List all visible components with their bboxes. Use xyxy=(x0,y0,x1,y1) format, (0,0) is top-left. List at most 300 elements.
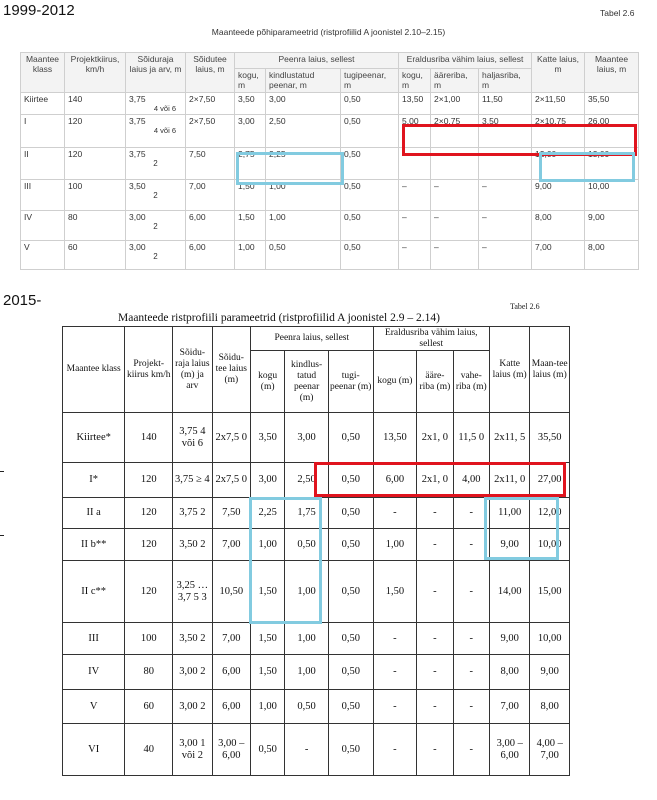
cell-kiirus-value: 100 xyxy=(68,181,83,191)
cell-soidutee xyxy=(186,180,235,211)
cell-klass-value: V xyxy=(24,242,30,252)
header-eraldus: Eraldusriba vähim laius, sellest xyxy=(399,53,532,69)
cell-soiduraja: 3,50 2 xyxy=(173,529,212,561)
cell-kiirus: 120 xyxy=(125,529,173,561)
cell-soiduraja-arv: 4 või 6 xyxy=(153,126,176,135)
cell-kindlustatud: - xyxy=(285,724,329,776)
cell-katte xyxy=(532,241,585,270)
cell-maantee-value: 10,00 xyxy=(588,181,610,191)
cell-tugipeenar xyxy=(341,115,399,148)
header2-vahe: vahe-riba (m) xyxy=(453,351,489,413)
cell-tugipeenar: 0,50 xyxy=(328,498,373,529)
cell-eraldus-kogu-value: 13,50 xyxy=(402,94,424,104)
cell-soidutee-value: 7,00 xyxy=(189,181,206,191)
cell-kiirus xyxy=(65,148,126,180)
cell-aareriba: - xyxy=(417,690,453,724)
cell-soidutee xyxy=(186,115,235,148)
cell-kindlustatud-value: 2,25 xyxy=(269,149,286,159)
cell-katte-value: 2×10,75 xyxy=(535,116,566,126)
cell-soiduraja-value: 3,00 xyxy=(129,212,146,222)
cell-kiirus: 120 xyxy=(125,498,173,529)
cell-kiirus xyxy=(65,211,126,241)
cell-eraldus-kogu-value: – xyxy=(402,149,407,159)
cell-katte: 14,00 xyxy=(489,561,530,623)
cell-eraldus-kogu: - xyxy=(373,498,417,529)
cell-tugipeenar xyxy=(341,93,399,115)
cell-peenra-kogu: 1,50 xyxy=(251,561,285,623)
cell-kiirus: 140 xyxy=(125,413,173,463)
header2-kindlustatud: kindlus-tatud peenar (m) xyxy=(285,351,329,413)
cell-klass: II c** xyxy=(63,561,125,623)
cell-eraldus-kogu xyxy=(399,93,431,115)
cell-kiirus: 100 xyxy=(125,623,173,655)
cell-maantee: 8,00 xyxy=(530,690,570,724)
cell-soiduraja xyxy=(126,211,186,241)
cell-peenra-kogu: 1,00 xyxy=(251,690,285,724)
table-row xyxy=(63,655,570,690)
cell-katte-value: 12,00 xyxy=(535,149,557,159)
cell-tugipeenar: 0,50 xyxy=(328,623,373,655)
table-row xyxy=(63,463,570,498)
header-aare: ääreriba, m xyxy=(431,69,479,93)
cell-peenra-kogu xyxy=(235,93,266,115)
cell-haljasriba xyxy=(479,241,532,270)
cell-soiduraja-arv: 4 või 6 xyxy=(153,104,176,113)
header-katte: Katte laius, m xyxy=(532,53,585,93)
header-soiduraja: Sõiduraja laius ja arv, m xyxy=(126,53,186,93)
cell-haljasriba-value: – xyxy=(482,181,487,191)
cell-katte xyxy=(532,180,585,211)
cell-vaheriba: - xyxy=(453,561,489,623)
cell-eraldus-kogu-value: – xyxy=(402,181,407,191)
cell-aareriba-value: – xyxy=(434,181,439,191)
cell-klass xyxy=(21,241,65,270)
cell-soiduraja xyxy=(126,93,186,115)
cell-haljasriba xyxy=(479,115,532,148)
header2-kiirus: Projekt-kiirus km/h xyxy=(125,327,173,413)
cell-aareriba xyxy=(431,211,479,241)
cell-aareriba xyxy=(431,180,479,211)
cell-vaheriba: - xyxy=(453,655,489,690)
cell-kindlustatud-value: 2,50 xyxy=(269,116,286,126)
header2-peenra: Peenra laius, sellest xyxy=(251,327,374,351)
cell-kindlustatud: 0,50 xyxy=(285,529,329,561)
table-row xyxy=(63,690,570,724)
cell-soidutee-value: 6,00 xyxy=(189,212,206,222)
cell-peenra-kogu xyxy=(235,241,266,270)
cell-klass: V xyxy=(63,690,125,724)
cell-klass xyxy=(21,180,65,211)
cell-soidutee: 6,00 xyxy=(212,655,250,690)
cell-aareriba xyxy=(431,148,479,180)
cell-kindlustatud: 3,00 xyxy=(285,413,329,463)
cell-klass-value: II xyxy=(24,149,29,159)
header2-ekogu: kogu (m) xyxy=(373,351,417,413)
header-kogu: kogu, m xyxy=(235,69,266,93)
cell-kiirus-value: 120 xyxy=(68,116,83,126)
header2-soidutee: Sõidu-tee laius (m) xyxy=(212,327,250,413)
cell-klass-value: III xyxy=(24,181,32,191)
cell-aareriba: - xyxy=(417,529,453,561)
cell-kindlustatud xyxy=(266,115,341,148)
cell-tugipeenar: 0,50 xyxy=(328,463,373,498)
cell-eraldus-kogu: - xyxy=(373,724,417,776)
cell-peenra-kogu-value: 1,50 xyxy=(238,181,255,191)
cell-eraldus-kogu: 1,00 xyxy=(373,529,417,561)
cell-peenra-kogu xyxy=(235,211,266,241)
cell-aareriba: 2x1, 0 xyxy=(417,413,453,463)
cell-tugipeenar-value: 0,50 xyxy=(344,116,361,126)
table-row xyxy=(63,498,570,529)
cell-haljasriba xyxy=(479,148,532,180)
cell-kiirus-value: 140 xyxy=(68,94,83,104)
cell-klass xyxy=(21,93,65,115)
cell-aareriba: - xyxy=(417,623,453,655)
table-row xyxy=(63,413,570,463)
table-1999-2012 xyxy=(20,52,639,270)
cell-soiduraja xyxy=(126,241,186,270)
cell-aareriba: 2x1, 0 xyxy=(417,463,453,498)
cell-katte: 8,00 xyxy=(489,655,530,690)
cell-aareriba-value: – xyxy=(434,212,439,222)
table-row xyxy=(21,180,639,211)
section2-table-number: Tabel 2.6 xyxy=(510,302,540,311)
cell-haljasriba xyxy=(479,93,532,115)
table-row xyxy=(21,115,639,148)
cell-kindlustatud-value: 1,00 xyxy=(269,181,286,191)
header-kiirus: Projektkiirus, km/h xyxy=(65,53,126,93)
cell-soidutee: 7,00 xyxy=(212,529,250,561)
section1-heading: 1999-2012 xyxy=(3,2,75,19)
cell-soiduraja xyxy=(126,148,186,180)
section1-caption: Maanteede põhiparameetrid (ristprofiilid A joonistel 2.10–2.15) xyxy=(211,27,446,37)
cell-klass xyxy=(21,148,65,180)
cell-soidutee xyxy=(186,211,235,241)
cell-soiduraja xyxy=(126,180,186,211)
cell-aareriba: - xyxy=(417,561,453,623)
cell-eraldus-kogu: 1,50 xyxy=(373,561,417,623)
table-2015 xyxy=(62,326,570,776)
cell-kiirus-value: 80 xyxy=(68,212,78,222)
cell-kindlustatud-value: 3,00 xyxy=(269,94,286,104)
cell-tugipeenar: 0,50 xyxy=(328,724,373,776)
cell-aareriba-value: – xyxy=(434,149,439,159)
cell-maantee xyxy=(585,180,639,211)
cell-tugipeenar xyxy=(341,148,399,180)
cell-eraldus-kogu xyxy=(399,211,431,241)
cell-peenra-kogu-value: 3,50 xyxy=(238,94,255,104)
cell-soidutee: 2x7,5 0 xyxy=(212,413,250,463)
cell-katte xyxy=(532,115,585,148)
cell-tugipeenar xyxy=(341,211,399,241)
header2-kogu: kogu (m) xyxy=(251,351,285,413)
cell-soidutee xyxy=(186,93,235,115)
cell-kiirus xyxy=(65,93,126,115)
cell-klass: II b** xyxy=(63,529,125,561)
cell-tugipeenar-value: 0,50 xyxy=(344,149,361,159)
cell-kindlustatud xyxy=(266,211,341,241)
cell-klass: IV xyxy=(63,655,125,690)
cell-maantee: 10,00 xyxy=(530,623,570,655)
cell-kindlustatud xyxy=(266,148,341,180)
cell-soidutee: 7,00 xyxy=(212,623,250,655)
cell-soiduraja: 3,75 ≥ 4 xyxy=(173,463,212,498)
cell-soidutee: 2x7,5 0 xyxy=(212,463,250,498)
cell-soiduraja xyxy=(126,115,186,148)
cell-klass xyxy=(21,211,65,241)
header2-katte: Katte laius (m) xyxy=(489,327,530,413)
cell-maantee-value: 8,00 xyxy=(588,242,605,252)
cell-soiduraja-arv: 2 xyxy=(153,159,158,168)
cell-vaheriba: - xyxy=(453,623,489,655)
cell-soidutee-value: 2×7,50 xyxy=(189,94,216,104)
cell-maantee-value: 13,00 xyxy=(588,149,610,159)
cell-soiduraja-value: 3,75 xyxy=(129,94,146,104)
cell-haljasriba-value: – xyxy=(482,242,487,252)
cell-tugipeenar: 0,50 xyxy=(328,690,373,724)
table-row xyxy=(21,148,639,180)
cell-eraldus-kogu: 13,50 xyxy=(373,413,417,463)
cell-eraldus-kogu xyxy=(399,241,431,270)
cell-aareriba xyxy=(431,93,479,115)
cell-soiduraja: 3,00 2 xyxy=(173,655,212,690)
cell-tugipeenar-value: 0,50 xyxy=(344,212,361,222)
cell-soiduraja-value: 3,75 xyxy=(129,116,146,126)
cell-maantee: 27,00 xyxy=(530,463,570,498)
cell-soidutee xyxy=(186,148,235,180)
cell-kiirus: 120 xyxy=(125,561,173,623)
cell-peenra-kogu: 1,00 xyxy=(251,529,285,561)
table-row xyxy=(21,241,639,270)
cell-kiirus: 60 xyxy=(125,690,173,724)
cell-soiduraja-value: 3,75 xyxy=(129,149,146,159)
cell-maantee: 4,00 – 7,00 xyxy=(530,724,570,776)
cell-haljasriba-value: – xyxy=(482,149,487,159)
cell-haljasriba-value: 3,50 xyxy=(482,116,499,126)
cell-maantee xyxy=(585,211,639,241)
cell-kiirus: 120 xyxy=(125,463,173,498)
cell-klass-value: IV xyxy=(24,212,33,222)
cell-klass: Kiirtee* xyxy=(63,413,125,463)
cell-kindlustatud xyxy=(266,241,341,270)
cell-kiirus xyxy=(65,241,126,270)
section2-caption: Maanteede ristprofiili parameetrid (ristprofiilid A joonistel 2.9 – 2.14) xyxy=(118,312,440,324)
cell-klass-value: I xyxy=(24,116,27,126)
header2-tugi: tugi-peenar (m) xyxy=(328,351,373,413)
cell-soiduraja-value: 3,50 xyxy=(129,181,146,191)
header-soidutee: Sõidutee laius, m xyxy=(186,53,235,93)
cell-katte: 7,00 xyxy=(489,690,530,724)
cell-aareriba: - xyxy=(417,724,453,776)
cell-soidutee-value: 6,00 xyxy=(189,242,206,252)
header2-aare: ääre-riba (m) xyxy=(417,351,453,413)
cell-maantee-value: 35,50 xyxy=(588,94,610,104)
section1-table-number: Tabel 2.6 xyxy=(600,8,635,18)
header-haljas: haljasriba, m xyxy=(479,69,532,93)
cell-tugipeenar: 0,50 xyxy=(328,561,373,623)
cell-aareriba-value: 2×1,00 xyxy=(434,94,461,104)
side-mark xyxy=(0,527,4,536)
cell-eraldus-kogu: 6,00 xyxy=(373,463,417,498)
cell-kindlustatud: 1,00 xyxy=(285,561,329,623)
cell-klass: I* xyxy=(63,463,125,498)
cell-katte-value: 9,00 xyxy=(535,181,552,191)
header2-klass: Maantee klass xyxy=(63,327,125,413)
cell-soiduraja: 3,00 2 xyxy=(173,690,212,724)
cell-maantee xyxy=(585,241,639,270)
cell-aareriba: - xyxy=(417,498,453,529)
cell-katte xyxy=(532,148,585,180)
cell-kiirus: 40 xyxy=(125,724,173,776)
cell-eraldus-kogu: - xyxy=(373,690,417,724)
header-klass: Maantee klass xyxy=(21,53,65,93)
cell-aareriba xyxy=(431,115,479,148)
cell-vaheriba: - xyxy=(453,529,489,561)
header2-maantee: Maan-tee laius (m) xyxy=(530,327,570,413)
cell-peenra-kogu xyxy=(235,115,266,148)
cell-tugipeenar xyxy=(341,180,399,211)
cell-haljasriba-value: – xyxy=(482,212,487,222)
cell-vaheriba: 11,5 0 xyxy=(453,413,489,463)
cell-soidutee: 7,50 xyxy=(212,498,250,529)
cell-klass: III xyxy=(63,623,125,655)
table-row xyxy=(63,724,570,776)
cell-katte xyxy=(532,211,585,241)
cell-soiduraja-arv: 2 xyxy=(153,191,158,200)
cell-soidutee: 6,00 xyxy=(212,690,250,724)
cell-maantee xyxy=(585,93,639,115)
header-ekogu: kogu, m xyxy=(399,69,431,93)
cell-eraldus-kogu xyxy=(399,180,431,211)
header-peenra: Peenra laius, sellest xyxy=(235,53,399,69)
cell-peenra-kogu-value: 1,50 xyxy=(238,212,255,222)
cell-katte: 2x11, 0 xyxy=(489,463,530,498)
section2-heading: 2015- xyxy=(3,292,42,309)
cell-aareriba-value: 2×0,75 xyxy=(434,116,461,126)
cell-soidutee xyxy=(186,241,235,270)
side-mark xyxy=(0,463,4,472)
cell-kindlustatud xyxy=(266,93,341,115)
cell-maantee-value: 9,00 xyxy=(588,212,605,222)
cell-eraldus-kogu-value: – xyxy=(402,242,407,252)
cell-kindlustatud: 1,75 xyxy=(285,498,329,529)
cell-soiduraja-value: 3,00 xyxy=(129,242,146,252)
cell-peenra-kogu: 3,00 xyxy=(251,463,285,498)
cell-katte-value: 7,00 xyxy=(535,242,552,252)
cell-vaheriba: - xyxy=(453,724,489,776)
cell-peenra-kogu: 3,50 xyxy=(251,413,285,463)
cell-kindlustatud: 1,00 xyxy=(285,623,329,655)
cell-soiduraja: 3,50 2 xyxy=(173,623,212,655)
cell-peenra-kogu-value: 3,00 xyxy=(238,116,255,126)
cell-kiirus-value: 120 xyxy=(68,149,83,159)
cell-kindlustatud: 1,00 xyxy=(285,655,329,690)
cell-klass: VI xyxy=(63,724,125,776)
header2-soiduraja: Sõidu-raja laius (m) ja arv xyxy=(173,327,212,413)
table-row xyxy=(21,93,639,115)
cell-peenra-kogu: 1,50 xyxy=(251,655,285,690)
cell-eraldus-kogu xyxy=(399,148,431,180)
cell-haljasriba-value: 11,50 xyxy=(482,94,503,104)
cell-eraldus-kogu-value: – xyxy=(402,212,407,222)
cell-maantee: 15,00 xyxy=(530,561,570,623)
cell-kindlustatud-value: 1,00 xyxy=(269,212,286,222)
cell-kindlustatud-value: 0,50 xyxy=(269,242,286,252)
cell-maantee-value: 26,00 xyxy=(588,116,610,126)
cell-klass xyxy=(21,115,65,148)
cell-vaheriba: - xyxy=(453,498,489,529)
table-row xyxy=(63,529,570,561)
cell-maantee: 12,00 xyxy=(530,498,570,529)
cell-katte-value: 8,00 xyxy=(535,212,552,222)
cell-peenra-kogu-value: 1,00 xyxy=(238,242,255,252)
cell-peenra-kogu: 0,50 xyxy=(251,724,285,776)
cell-tugipeenar: 0,50 xyxy=(328,655,373,690)
cell-eraldus-kogu xyxy=(399,115,431,148)
cell-kindlustatud xyxy=(266,180,341,211)
cell-vaheriba: 4,00 xyxy=(453,463,489,498)
cell-soiduraja-arv: 2 xyxy=(153,252,158,261)
cell-kiirus: 80 xyxy=(125,655,173,690)
header2-eraldus: Eraldusriba vähim laius, sellest xyxy=(373,327,489,351)
cell-tugipeenar-value: 0,50 xyxy=(344,242,361,252)
cell-klass: II a xyxy=(63,498,125,529)
cell-soiduraja: 3,75 4 või 6 xyxy=(173,413,212,463)
cell-tugipeenar: 0,50 xyxy=(328,529,373,561)
cell-eraldus-kogu: - xyxy=(373,623,417,655)
cell-kindlustatud: 2,50 xyxy=(285,463,329,498)
cell-tugipeenar-value: 0,50 xyxy=(344,181,361,191)
cell-soiduraja: 3,00 1 või 2 xyxy=(173,724,212,776)
cell-kiirus xyxy=(65,180,126,211)
cell-katte-value: 2×11,50 xyxy=(535,94,566,104)
cell-klass-value: Kiirtee xyxy=(24,94,49,104)
table-row xyxy=(63,561,570,623)
cell-soidutee: 10,50 xyxy=(212,561,250,623)
cell-soidutee-value: 7,50 xyxy=(189,149,206,159)
cell-eraldus-kogu-value: 5,00 xyxy=(402,116,419,126)
footnote-clipped xyxy=(95,786,565,796)
cell-soidutee: 3,00 – 6,00 xyxy=(212,724,250,776)
cell-katte: 11,00 xyxy=(489,498,530,529)
cell-aareriba-value: – xyxy=(434,242,439,252)
cell-maantee xyxy=(585,115,639,148)
cell-maantee: 9,00 xyxy=(530,655,570,690)
cell-tugipeenar-value: 0,50 xyxy=(344,94,361,104)
cell-maantee: 35,50 xyxy=(530,413,570,463)
cell-aareriba xyxy=(431,241,479,270)
cell-maantee xyxy=(585,148,639,180)
cell-katte: 9,00 xyxy=(489,623,530,655)
cell-kindlustatud: 0,50 xyxy=(285,690,329,724)
cell-aareriba: - xyxy=(417,655,453,690)
cell-peenra-kogu xyxy=(235,148,266,180)
cell-eraldus-kogu: - xyxy=(373,655,417,690)
cell-kiirus xyxy=(65,115,126,148)
cell-vaheriba: - xyxy=(453,690,489,724)
header-tugi: tugipeenar, m xyxy=(341,69,399,93)
cell-haljasriba xyxy=(479,180,532,211)
cell-peenra-kogu-value: 2,75 xyxy=(238,149,255,159)
table-row xyxy=(63,623,570,655)
cell-katte: 3,00 – 6,00 xyxy=(489,724,530,776)
header-kindlustatud: kindlustatud peenar, m xyxy=(266,69,341,93)
header-maantee: Maantee laius, m xyxy=(585,53,639,93)
cell-peenra-kogu xyxy=(235,180,266,211)
cell-peenra-kogu: 1,50 xyxy=(251,623,285,655)
cell-kiirus-value: 60 xyxy=(68,242,78,252)
cell-soiduraja: 3,25 …3,7 5 3 xyxy=(173,561,212,623)
